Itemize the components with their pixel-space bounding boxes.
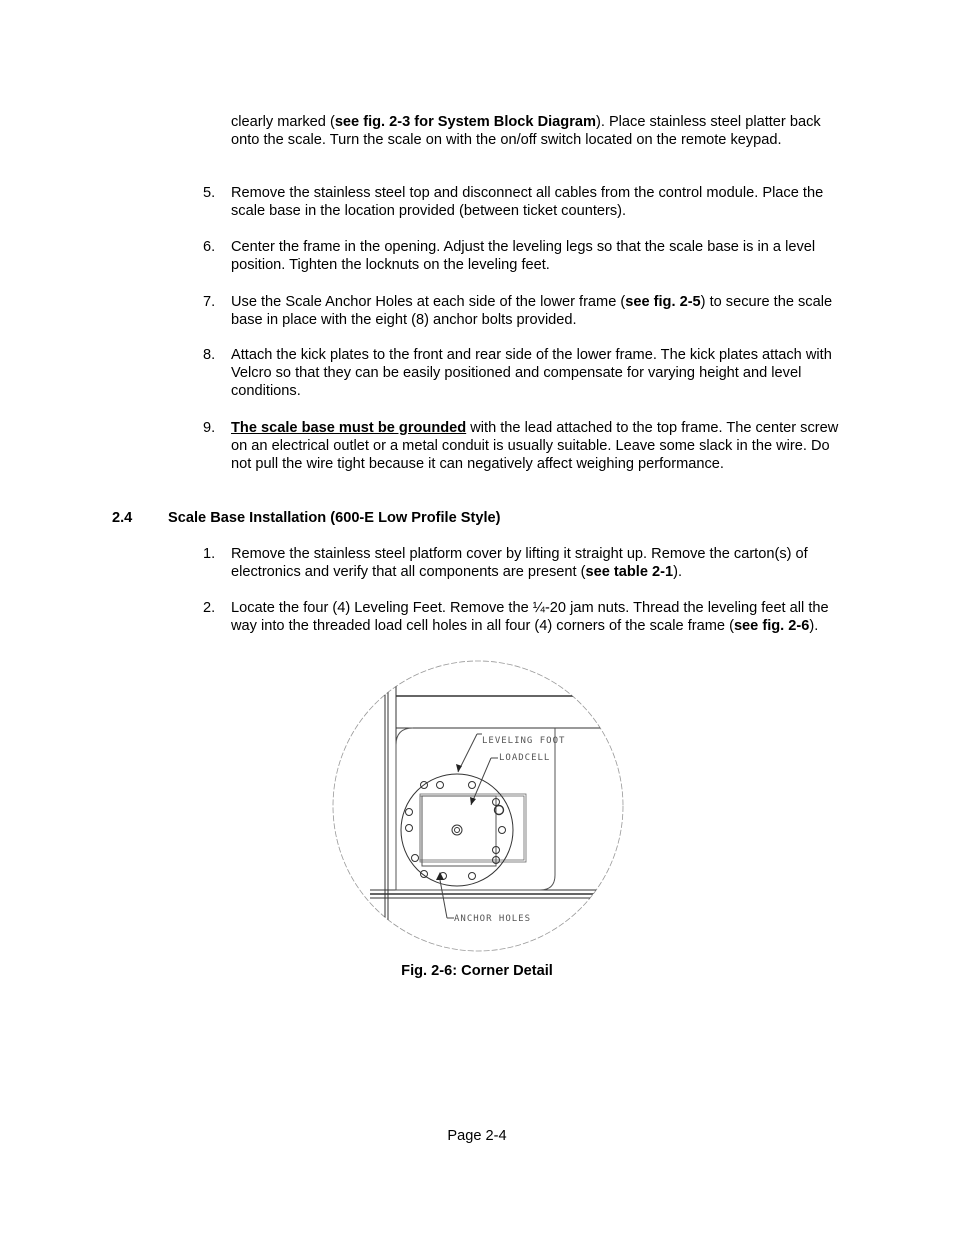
figure-reference: see fig. 2-5 <box>625 294 701 310</box>
corner-detail-figure <box>330 660 630 961</box>
step-text: Attach the kick plates to the front and rear side of the lower frame. The kick plates attach with Velcro so that they can be easily positioned and compensate for varying height and level conditions. <box>231 347 832 399</box>
step-text: Use the Scale Anchor Holes at each side of the lower frame (see fig. 2-5) to secure the scale base in place with the eight (8) anchor bolts provided. <box>231 294 833 328</box>
step-number: 5. <box>203 185 216 201</box>
section-number: 2.4 <box>112 510 133 526</box>
step-number: 2. <box>203 600 216 616</box>
figure-caption: Fig. 2-6: Corner Detail <box>401 963 553 979</box>
figure-reference: see fig. 2-6 <box>733 618 810 634</box>
step-number: 1. <box>203 546 216 562</box>
label-leveling-foot: LEVELING FOOT <box>482 736 566 746</box>
step-number: 9. <box>203 420 216 436</box>
step-text: Remove the stainless steel top and disconnect all cables from the control module. Place the scale base in the location provided (between ticket counters). <box>231 185 824 219</box>
step-text: Center the frame in the opening. Adjust the leveling legs so that the scale base is in a level position. Tighten the locknuts on the leveling feet. <box>231 239 816 273</box>
step-text: Remove the stainless steel platform cover by lifting it straight up. Remove the carton(s) of electronics and verify that all components are present (see table 2-1). <box>231 546 808 580</box>
step-text: Locate the four (4) Leveling Feet. Remove the ¼-20 jam nuts. Thread the leveling feet all the way into the threaded load cell holes in all four (4) corners of the scale frame (see fig. 2-6). <box>231 600 829 634</box>
page-number: Page 2-4 <box>447 1128 507 1144</box>
step-number: 8. <box>203 347 216 363</box>
section-title: Scale Base Installation (600-E Low Profile Style) <box>168 510 501 526</box>
warning-emphasis: The scale base must be grounded <box>231 420 467 436</box>
step-number: 7. <box>203 294 216 310</box>
label-anchor-holes: ANCHOR HOLES <box>454 914 532 924</box>
step-number: 6. <box>203 239 216 255</box>
step-4-continuation: clearly marked (see fig. 2-3 for System Block Diagram). Place stainless steel platter back onto the scale. Turn the scale on with the on/off switch located on the remote keypad. <box>231 114 821 148</box>
step-text: The scale base must be grounded with the lead attached to the top frame. The center screw on an electrical outlet or a metal conduit is usually suitable. Leave some slack in the wire. Do not pull the wire tight because it can negatively affect weighing performance. <box>231 420 839 472</box>
figure-reference: see fig. 2-3 for System Block Diagram <box>334 114 596 130</box>
detail-boundary <box>333 661 623 951</box>
table-reference: see table 2-1 <box>585 564 674 580</box>
label-loadcell: LOADCELL <box>499 753 551 763</box>
corner-detail-drawing <box>330 660 630 956</box>
